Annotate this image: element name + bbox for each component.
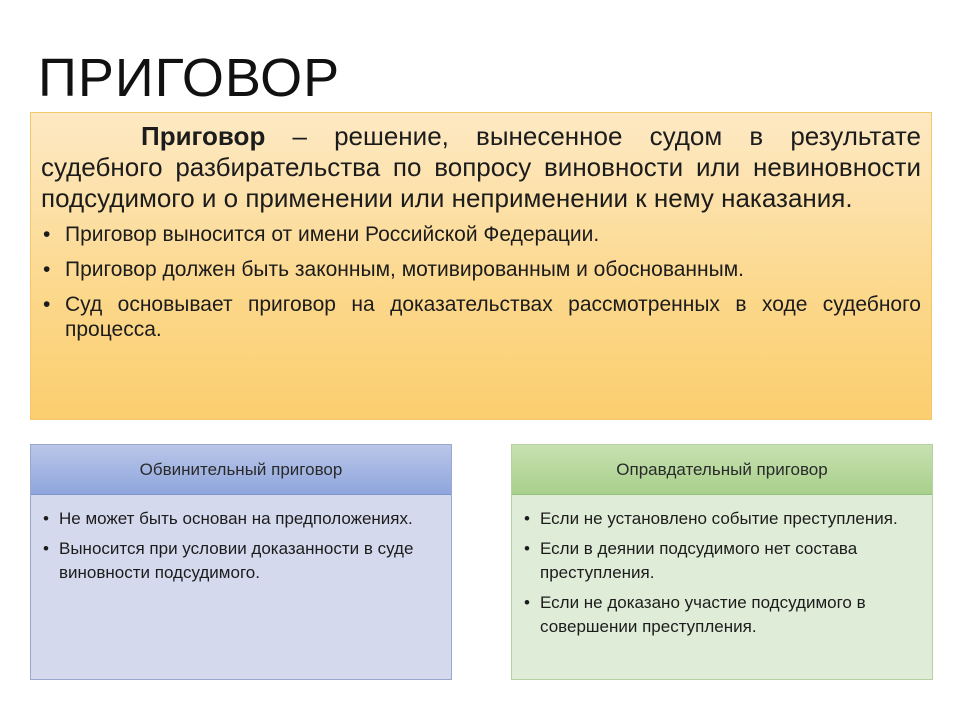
guilty-verdict-item: • Выносится при условии доказанности в суде виновности подсудимого.: [41, 537, 441, 585]
definition-paragraph: [41, 121, 921, 214]
definition-box: [30, 112, 932, 420]
definition-term: Приговор: [141, 121, 266, 151]
guilty-verdict-card: [30, 444, 452, 680]
definition-text: – решение, вынесенное судом в результате судебного разбирательства по вопросу виновности или невиновности подсудимого и о применении или неприменении к нему наказания.: [41, 121, 921, 213]
acquittal-verdict-header: Оправдательный приговор: [512, 445, 932, 495]
definition-point: • Приговор должен быть законным, мотивированным и обоснованным.: [41, 257, 921, 282]
guilty-verdict-item: • Не может быть основан на предположениях.: [41, 507, 441, 531]
definition-points: [41, 222, 921, 342]
acquittal-verdict-item: • Если не доказано участие подсудимого в совершении преступления.: [522, 591, 922, 639]
acquittal-verdict-list: [512, 495, 932, 639]
acquittal-verdict-item: • Если не установлено событие преступления.: [522, 507, 922, 531]
guilty-verdict-list: [31, 495, 451, 585]
guilty-verdict-header: Обвинительный приговор: [31, 445, 451, 495]
slide-title: ПРИГОВОР: [38, 48, 341, 108]
acquittal-verdict-item: • Если в деянии подсудимого нет состава преступления.: [522, 537, 922, 585]
definition-point: • Приговор выносится от имени Российской Федерации.: [41, 222, 921, 247]
acquittal-verdict-card: [511, 444, 933, 680]
definition-point: • Суд основывает приговор на доказательствах рассмотренных в ходе судебного процесса.: [41, 292, 921, 342]
